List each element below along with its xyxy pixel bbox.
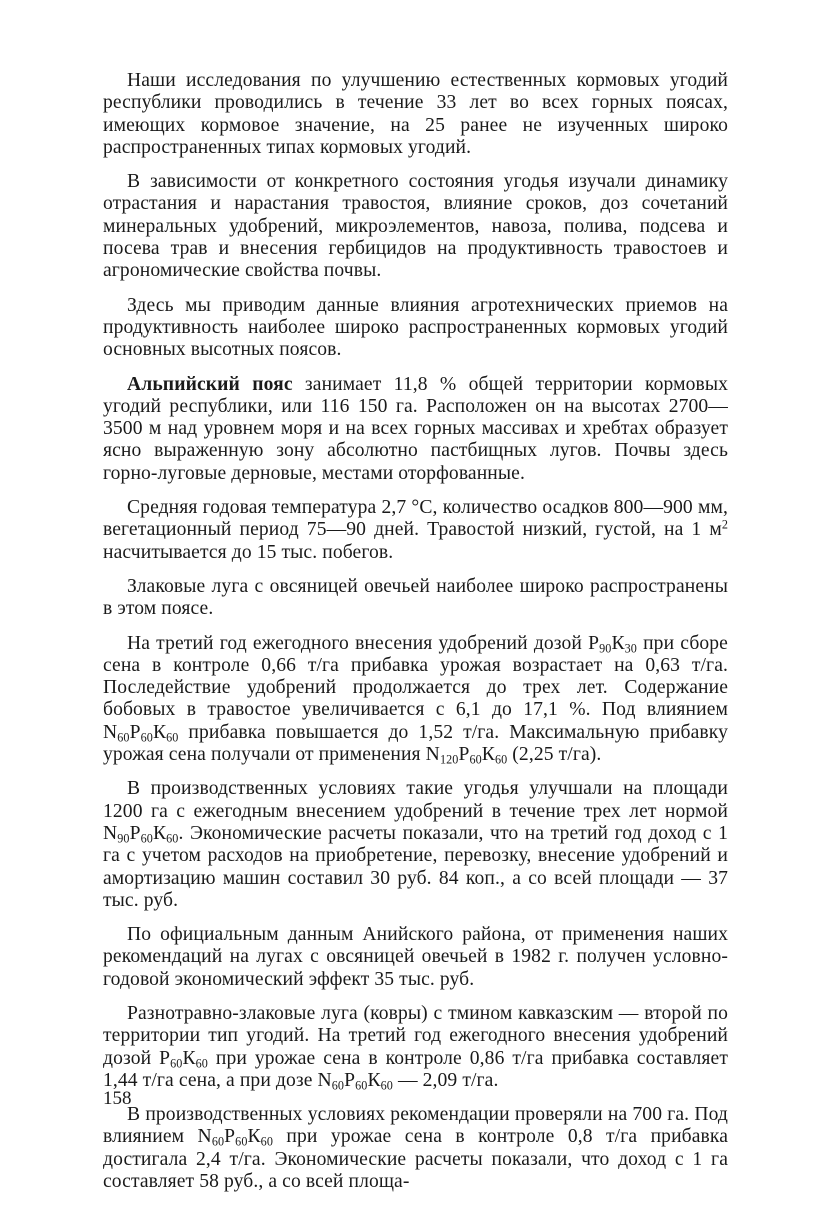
- paragraph-alpine-belt: [103, 374, 728, 485]
- page-number: 158: [103, 1088, 132, 1109]
- paragraph-production-conditions: В производственных условиях такие угодья улучшали на площади 1200 га с ежегодным внесением удобрений в течение трех лет нормой $N_{90}Р_{60}К_{60}$. Экономические расчеты показали, что на третий год доход с 1 га с учетом расходов на приобретение, перевозку, внесение удобрений и амортизацию машин составил 30 руб. 84 коп., а со всей площади — 37 тыс. руб.: [103, 778, 728, 911]
- page-body: [103, 70, 728, 1205]
- paragraph-forb-grass-meadows: Разнотравно-злаковые луга (ковры) с тмином кавказским — второй по территории тип угодий. На третий год ежегодного внесения удобрений дозой $Р_{60}К_{60}$ при урожае сена в контроле 0,86 т/га прибавка составляет 1,44 т/га сена, а при дозе $N_{60}Р_{60}К_{60}$ — 2,09 т/га.: [103, 1002, 728, 1093]
- paragraph-climate: Средняя годовая температура 2,7 °С, количество осадков 800—900 мм, вегетационный период 75—90 дней. Травостой низкий, густой, на 1 $м^2$ насчитывается до 15 тыс. побегов.: [103, 497, 728, 563]
- paragraph-grass-meadows: Злаковые луга с овсяницей овечьей наиболее широко распространены в этом поясе.: [103, 575, 728, 620]
- alpine-belt-heading: Альпийский пояс: [127, 373, 293, 395]
- paragraph-study-methods: В зависимости от конкретного состояния угодья изучали динамику отрастания и нарастания травостоя, влияние сроков, доз сочетаний минеральных удобрений, микроэлементов, навоза, полива, подсева и посева трав и внесения гербицидов на продуктивность травостоев и агрономические свойства почвы.: [103, 171, 728, 282]
- paragraph-official-data: По официальным данным Анийского района, от применения наших рекомендаций на лугах с овсяницей овечьей в 1982 г. получен условно-годовой экономический эффект 35 тыс. руб.: [103, 924, 728, 990]
- paragraph-research-scope: Наши исследования по улучшению естественных кормовых угодий республики проводились в течение 33 лет во всех горных поясах, имеющих кормовое значение, на 25 ранее не изученных широко распространенных типах кормовых угодий.: [103, 70, 728, 158]
- alpine-belt-text: занимает 11,8 % общей территории кормовых угодий республики, или 116 150 га. Расположен он на высотах 2700—3500 м над уровнем моря и на всех горных массивах и хребтах образует ясно выраженную зону абсолютно пастбищных лугов. Почвы здесь горно-луговые дерновые, местами оторфованные.: [103, 373, 728, 484]
- paragraph-fertilizer-results: На третий год ежегодного внесения удобрений дозой $Р_{90}К_{30}$ при сборе сена в контроле 0,66 т/га прибавка урожая возрастает на 0,63 т/га. Последействие удобрений продолжается до трех лет. Содержание бобовых в травостое увеличивается с 6,1 до 17,1 %. Под влиянием $N_{60}Р_{60}К_{60}$ прибавка повышается до 1,52 т/га. Максимальную прибавку урожая сена получали от применения $N_{120}Р_{60}К_{60}$ (2,25 т/га).: [103, 632, 728, 767]
- paragraph-data-intro: Здесь мы приводим данные влияния агротехнических приемов на продуктивность наиболее широко распространенных кормовых угодий основных высотных поясов.: [103, 294, 728, 361]
- paragraph-recommendations-check: В производственных условиях рекомендации проверяли на 700 га. Под влиянием $N_{60}Р_{60}К_{60}$ при урожае сена в контроле 0,8 т/га прибавка достигала 2,4 т/га. Экономические расчеты показали, что доход с 1 га составляет 58 руб., а со всей площа-: [103, 1104, 728, 1193]
